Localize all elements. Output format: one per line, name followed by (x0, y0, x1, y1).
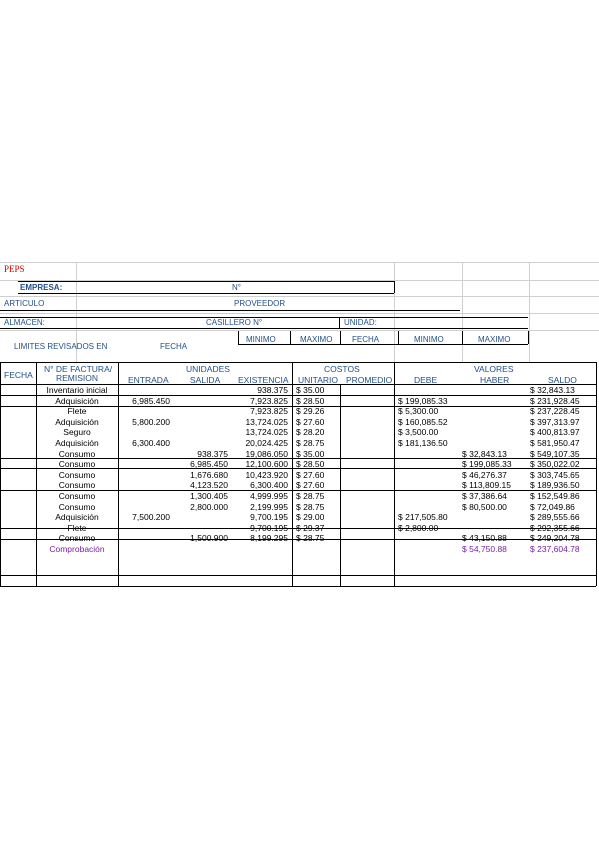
cell-saldo: $ 549,107.35 (530, 448, 580, 459)
cell-concepto: Adquisición (55, 416, 99, 427)
proveedor-label: PROVEEDOR (234, 299, 286, 308)
cell-unitario: $ 28.20 (296, 427, 325, 438)
cell-saldo: $ 237,228.45 (530, 406, 580, 417)
cell-concepto: Consumo (58, 448, 96, 459)
cell-debe: $ 5,300.00 (398, 406, 439, 417)
cell-concepto: Consumo (58, 480, 96, 491)
cell-unitario: $ 35.00 (296, 448, 325, 459)
maximo-label: MAXIMO (300, 335, 333, 344)
cell-concepto: Adquisición (55, 438, 99, 448)
col-promedio: PROMEDIO (346, 375, 393, 385)
maximo2-label: MAXIMO (478, 335, 511, 344)
cell-saldo: $ 152,549.86 (530, 491, 580, 501)
cell-saldo: $ 350,022.02 (530, 459, 580, 470)
cell-existencia: 13,724.025 (245, 416, 288, 427)
fecha2-label: FECHA (352, 335, 380, 344)
col-entrada: ENTRADA (128, 375, 169, 385)
cell-saldo: $ 397,313.97 (530, 416, 580, 427)
cell-entrada: 5,800.200 (132, 416, 170, 427)
cell-salida: 6,985.450 (190, 459, 228, 470)
cell-existencia: 7,923.825 (250, 395, 288, 406)
cell-entrada: 7,500.200 (132, 512, 170, 523)
cell-debe: $ 181,136.50 (398, 438, 448, 448)
cell-debe: $ 2,800.00 (398, 522, 439, 533)
cell-entrada: 6,985.450 (132, 395, 170, 406)
cell-debe: $ 3,500.00 (398, 427, 439, 438)
cell-concepto: Flete (67, 406, 87, 417)
cell-concepto: Flete (67, 522, 87, 533)
col-haber: HABER (480, 375, 510, 385)
cell-unitario: $ 29.00 (296, 512, 325, 523)
cell-haber: $ 32,843.13 (462, 448, 507, 459)
casillero-label: CASILLERO N° (206, 318, 263, 327)
cell-existencia: 2,199.995 (250, 501, 288, 512)
cell-concepto: Consumo (58, 501, 96, 512)
col-unitario: UNITARIO (298, 375, 338, 385)
fecha-label: FECHA (160, 342, 188, 351)
cell-unitario: $ 27.60 (296, 416, 325, 427)
col-saldo: SALDO (548, 375, 577, 385)
cell-debe: $ 160,085.52 (398, 416, 448, 427)
cell-unitario: $ 28.75 (296, 491, 325, 501)
col-valores: VALORES (474, 364, 514, 374)
minimo-label: MINIMO (246, 335, 276, 344)
cell-salida: 1,300.405 (190, 491, 228, 501)
cell-salida: 938.375 (197, 448, 228, 459)
cell-existencia: 6,300.400 (250, 480, 288, 491)
col-salida: SALIDA (190, 375, 221, 385)
cell-saldo: $ 303,745.65 (530, 469, 580, 480)
cell-haber: $ 46,276.37 (462, 469, 507, 480)
cell-existencia: 9,700.195 (250, 512, 288, 523)
almacen-label: ALMACEN: (4, 318, 45, 327)
cell-existencia: 19,086.050 (245, 448, 288, 459)
cell-salida: 1,500.900 (190, 533, 228, 544)
col-existencia: EXISTENCIA (238, 375, 289, 385)
cell-concepto: Consumo (58, 469, 96, 480)
numero-label: N° (232, 283, 241, 292)
cell-saldo: $ 292,355.66 (530, 522, 580, 533)
cell-unitario: $ 28.50 (296, 459, 325, 470)
cell-saldo: $ 249,204.78 (530, 533, 580, 544)
cell-saldo: $ 189,936.50 (530, 480, 580, 491)
cell-unitario: $ 28.75 (296, 501, 325, 512)
cell-salida: 4,123.520 (190, 480, 228, 491)
cell-existencia: 7,923.825 (250, 406, 288, 417)
cell-saldo: $ 400,813.97 (530, 427, 580, 438)
cell-concepto: Consumo (58, 491, 96, 501)
articulo-label: ARTICULO (4, 299, 45, 308)
cell-haber: $ 54,750.88 (462, 544, 507, 554)
cell-haber: $ 37,386.64 (462, 491, 507, 501)
cell-concepto: Comprobación (49, 544, 105, 554)
col-factura-line2: REMISION (56, 373, 99, 383)
cell-saldo: $ 32,843.13 (530, 385, 575, 395)
cell-saldo: $ 231,928.45 (530, 395, 580, 406)
cell-salida: 1,676.680 (190, 469, 228, 480)
cell-unitario: $ 28.50 (296, 395, 325, 406)
empresa-label: EMPRESA: (20, 283, 63, 292)
cell-concepto: Adquisición (55, 512, 99, 523)
cell-saldo: $ 237,604.78 (530, 544, 580, 554)
cell-debe: $ 199,085.33 (398, 395, 448, 406)
cell-saldo: $ 289,555.66 (530, 512, 580, 523)
cell-entrada: 6,300.400 (132, 438, 170, 448)
cell-unitario: $ 35.00 (296, 385, 325, 395)
cell-existencia: 938.375 (257, 385, 288, 395)
cell-existencia: 9,700.195 (250, 522, 288, 533)
cell-concepto: Adquisición (55, 395, 99, 406)
cell-haber: $ 113,809.15 (462, 480, 511, 491)
col-unidades: UNIDADES (186, 364, 230, 374)
cell-existencia: 8,199.295 (250, 533, 288, 544)
cell-saldo: $ 581,950.47 (530, 438, 580, 448)
cell-existencia: 20,024.425 (245, 438, 288, 448)
cell-existencia: 13,724.025 (245, 427, 288, 438)
cell-saldo: $ 72,049.86 (530, 501, 575, 512)
cell-concepto: Consumo (58, 533, 96, 544)
cell-haber: $ 199,085.33 (462, 459, 512, 470)
limites-label: LIMITES REVISADOS EN (14, 342, 108, 351)
cell-concepto: Seguro (63, 427, 91, 438)
cell-debe: $ 217,505.80 (398, 512, 448, 523)
cell-concepto: Consumo (58, 459, 96, 470)
cell-unitario: $ 29.37 (296, 522, 325, 533)
cell-unitario: $ 29.26 (296, 406, 325, 417)
cell-haber: $ 43,150.88 (462, 533, 507, 544)
cell-salida: 2,800.000 (190, 501, 228, 512)
cell-existencia: 10,423.920 (245, 469, 288, 480)
cell-unitario: $ 27.60 (296, 480, 325, 491)
cell-existencia: 12,100.600 (245, 459, 288, 470)
cell-existencia: 4,999.995 (250, 491, 288, 501)
document-title: PEPS (4, 264, 25, 274)
col-factura-line1: N° DE FACTURA/ (44, 364, 113, 374)
col-fecha: FECHA (4, 370, 33, 380)
cell-haber: $ 80,500.00 (462, 501, 507, 512)
cell-unitario: $ 27.60 (296, 469, 325, 480)
unidad-label: UNIDAD: (344, 318, 377, 327)
minimo2-label: MINIMO (414, 335, 444, 344)
cell-unitario: $ 28.75 (296, 438, 325, 448)
col-costos: COSTOS (324, 364, 360, 374)
col-debe: DEBE (414, 375, 438, 385)
cell-unitario: $ 28.75 (296, 533, 325, 544)
cell-concepto: Inventario inicial (46, 385, 108, 395)
